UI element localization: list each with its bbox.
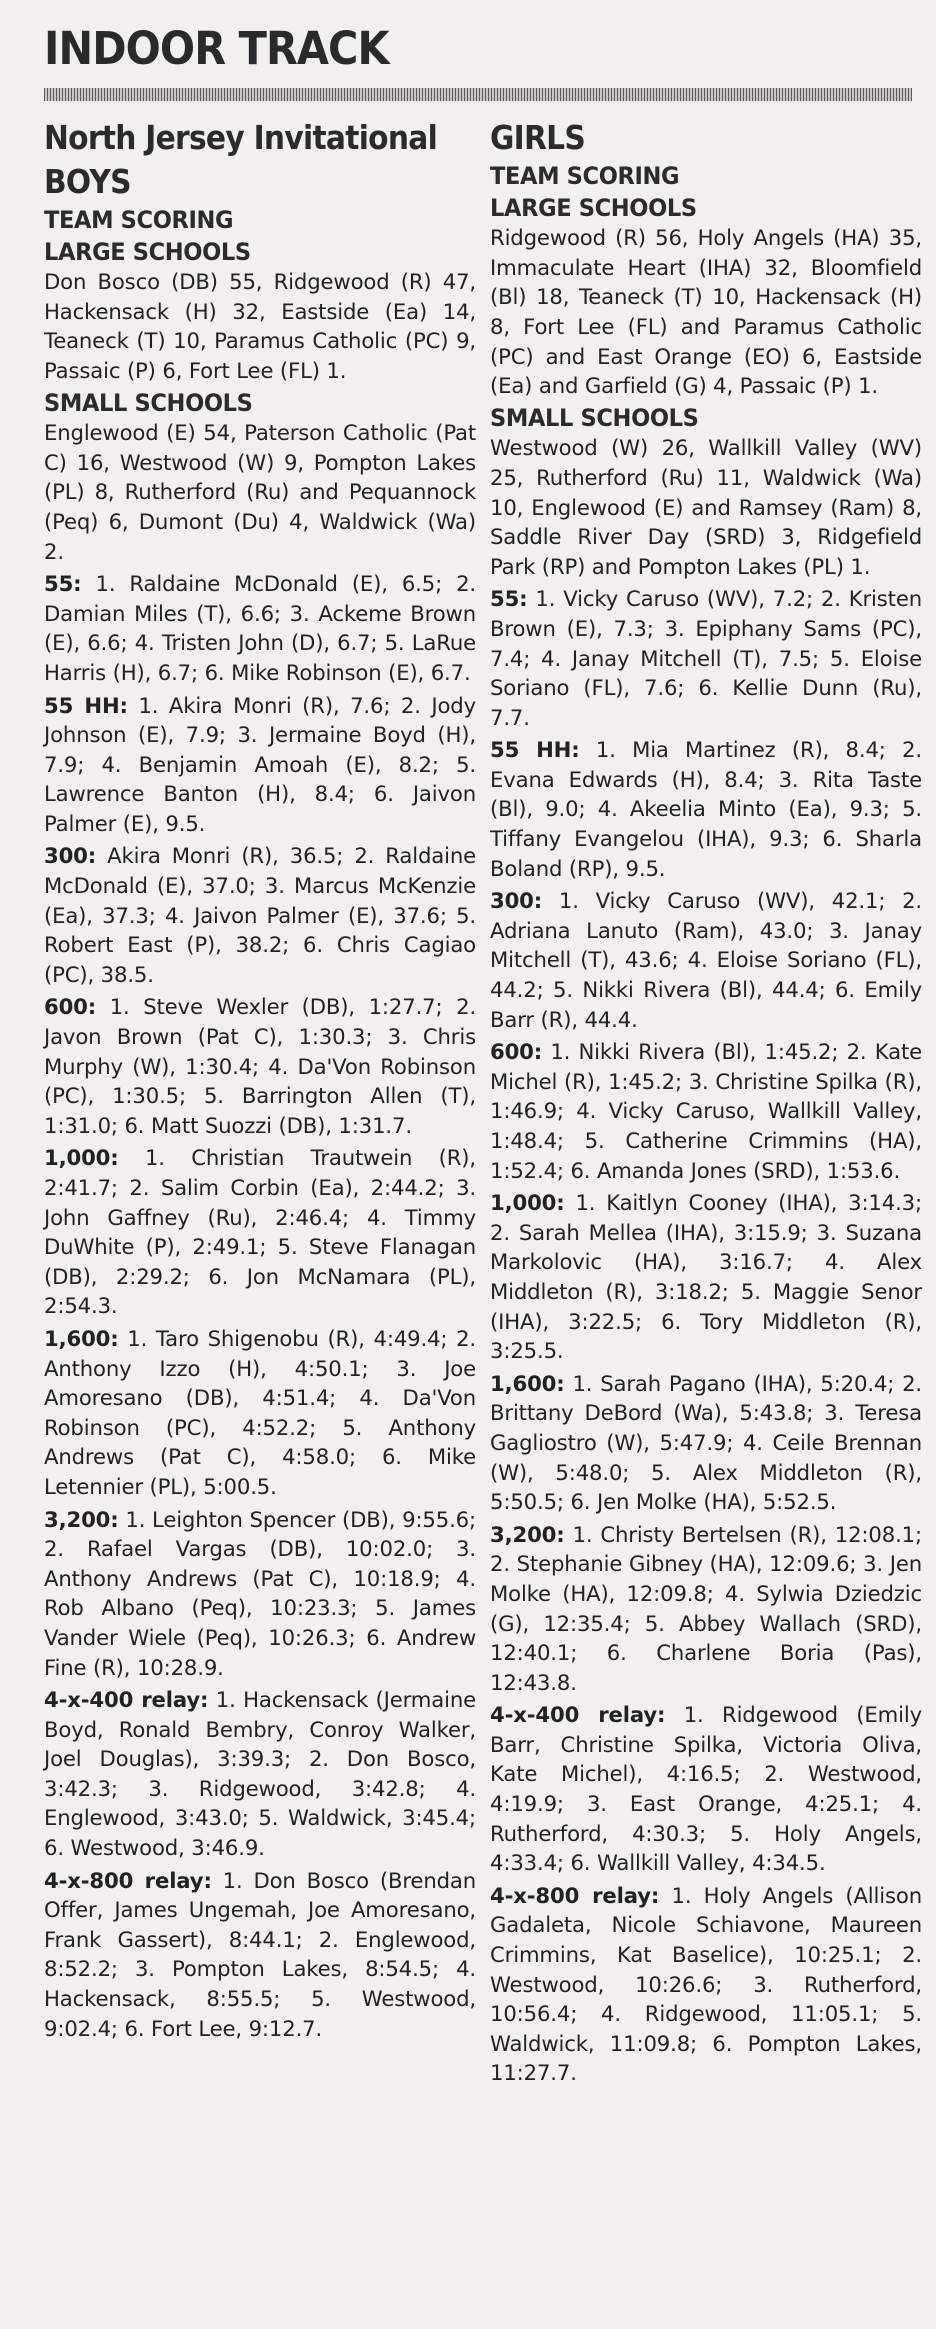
event-result: [490, 1188, 922, 1366]
girls-large-schools-heading: LARGE SCHOOLS: [490, 193, 697, 222]
event-result: [44, 1324, 476, 1502]
boys-heading: BOYS: [44, 162, 131, 201]
event-name: 3,200:: [490, 1521, 565, 1547]
event-results-text: 1. Mia Martinez (R), 8.4; 2. Evana Edwards (H), 8.4; 3. Rita Taste (Bl), 9.0; 4. Akeelia Minto (Ea), 9.3; 5. Tiffany Evangelou (IHA), 9.3; 6. Sharla Boland (RP), 9.5.: [490, 737, 922, 881]
event-name: 1,600:: [490, 1370, 565, 1396]
event-result: [490, 1700, 922, 1878]
event-results-text: 1. Kaitlyn Cooney (IHA), 3:14.3; 2. Sarah Mellea (IHA), 3:15.9; 3. Suzana Markolovic (HA), 3:16.7; 4. Alex Middleton (R), 3:18.2; 5. Maggie Senor (IHA), 3:22.5; 6. Tory Middleton (R), 3:25.5.: [490, 1190, 922, 1364]
event-result: [44, 1866, 476, 2044]
event-result: [490, 1369, 922, 1517]
girls-heading: GIRLS: [490, 118, 586, 157]
event-results-text: 1. Vicky Caruso (WV), 42.1; 2. Adriana Lanuto (Ram), 43.0; 3. Janay Mitchell (T), 43.6; 4. Eloise Soriano (FL), 44.2; 5. Nikki Rivera (Bl), 44.4; 6. Emily Barr (R), 44.4.: [490, 888, 922, 1032]
girls-large-schools-text: Ridgewood (R) 56, Holy Angels (HA) 35, Immaculate Heart (IHA) 32, Bloomfield (Bl) 18, Teaneck (T) 10, Hackensack (H) 8, Fort Lee (FL) and Paramus Catholic (PC) and East Orange (EO) 6, Eastside (Ea) and Garfield (G) 4, Passaic (P) 1.: [490, 225, 922, 399]
event-results-text: 1. Christian Trautwein (R), 2:41.7; 2. Salim Corbin (Ea), 2:44.2; 3. John Gaffney (Ru), 2:46.4; 4. Timmy DuWhite (P), 2:49.1; 5. Steve Flanagan (DB), 2:29.2; 6. Jon McNamara (PL), 2:54.3.: [44, 1145, 476, 1319]
boys-small-schools-text: Englewood (E) 54, Paterson Catholic (Pat C) 16, Westwood (W) 9, Pompton Lakes (PL) 8, Rutherford (Ru) and Pequannock (Peq) 6, Dumont (Du) 4, Waldwick (Wa) 2.: [44, 420, 476, 564]
event-results-text: 1. Raldaine McDonald (E), 6.5; 2. Damian Miles (T), 6.6; 3. Ackeme Brown (E), 6.6; 4. Tristen John (D), 6.7; 5. LaRue Harris (H), 6.7; 6. Mike Robinson (E), 6.7.: [44, 571, 476, 685]
event-results-text: 1. Vicky Caruso (WV), 7.2; 2. Kristen Brown (E), 7.3; 3. Epiphany Sams (PC), 7.4; 4. Janay Mitchell (T), 7.5; 5. Eloise Soriano (FL), 7.6; 6. Kellie Dunn (Ru), 7.7.: [490, 586, 922, 730]
boys-event-list: [44, 569, 476, 2043]
event-result: [490, 1520, 922, 1698]
event-result: [490, 735, 922, 883]
boys-column: [44, 116, 476, 2046]
event-result: [44, 1143, 476, 1321]
event-name: 55:: [44, 571, 82, 597]
event-result: [490, 1881, 922, 2088]
girls-event-list: [490, 584, 922, 2088]
event-name: 1,000:: [44, 1145, 119, 1171]
event-results-text: 1. Taro Shigenobu (R), 4:49.4; 2. Anthony Izzo (H), 4:50.1; 3. Joe Amoresano (DB), 4:51.4; 4. Da'Von Robinson (PC), 4:52.2; 5. Anthony Andrews (Pat C), 4:58.0; 6. Mike Letennier (PL), 5:00.5.: [44, 1325, 476, 1499]
event-name: 600:: [490, 1039, 543, 1065]
meet-title: North Jersey Invitational: [44, 118, 438, 157]
event-results-text: 1. Nikki Rivera (Bl), 1:45.2; 2. Kate Michel (R), 1:45.2; 3. Christine Spilka (R), 1:46.9; 4. Vicky Caruso, Wallkill Valley, 1:48.4; 5. Catherine Crimmins (HA), 1:52.4; 6. Amanda Jones (SRD), 1:53.6.: [490, 1039, 922, 1183]
boys-team-scoring-heading: TEAM SCORING: [44, 206, 234, 234]
boys-small-schools-heading: SMALL SCHOOLS: [44, 388, 253, 417]
event-result: [44, 992, 476, 1140]
event-result: [44, 569, 476, 687]
girls-small-schools-heading: SMALL SCHOOLS: [490, 403, 699, 432]
event-result: [44, 1505, 476, 1683]
section-rule: [44, 88, 912, 101]
event-name: 4-x-400 relay:: [490, 1702, 666, 1728]
event-name: 300:: [44, 843, 97, 869]
event-results-text: 1. Steve Wexler (DB), 1:27.7; 2. Javon Brown (Pat C), 1:30.3; 3. Chris Murphy (W), 1:30.4; 4. Da'Von Robinson (PC), 1:30.5; 5. Barrington Allen (T), 1:31.0; 6. Matt Suozzi (DB), 1:31.7.: [44, 994, 476, 1138]
event-name: 4-x-800 relay:: [490, 1882, 660, 1908]
event-results-text: 1. Hackensack (Jermaine Boyd, Ronald Bembry, Conroy Walker, Joel Douglas), 3:39.3; 2. Don Bosco, 3:42.3; 3. Ridgewood, 3:42.8; 4. Englewood, 3:43.0; 5. Waldwick, 3:45.4; 6. Westwood, 3:46.9.: [44, 1687, 476, 1861]
event-result: [490, 1037, 922, 1185]
event-name: 55 HH:: [44, 692, 128, 718]
boys-large-schools-text: Don Bosco (DB) 55, Ridgewood (R) 47, Hackensack (H) 32, Eastside (Ea) 14, Teaneck (T) 10, Paramus Catholic (PC) 9, Passaic (P) 6, Fort Lee (FL) 1.: [44, 269, 476, 383]
event-name: 55 HH:: [490, 737, 580, 763]
event-results-text: 1. Akira Monri (R), 7.6; 2. Jody Johnson (E), 7.9; 3. Jermaine Boyd (H), 7.9; 4. Benjamin Amoah (E), 8.2; 5. Lawrence Banton (H), 8.4; 6. Jaivon Palmer (E), 9.5.: [44, 692, 476, 836]
event-results-text: 1. Sarah Pagano (IHA), 5:20.4; 2. Brittany DeBord (Wa), 5:43.8; 3. Teresa Gagliostro (W), 5:47.9; 4. Ceile Brennan (W), 5:48.0; 5. Alex Middleton (R), 5:50.5; 6. Jen Molke (HA), 5:52.5.: [490, 1370, 922, 1515]
event-name: 600:: [44, 994, 97, 1020]
event-result: [44, 691, 476, 839]
event-results-text: 1. Holy Angels (Allison Gadaleta, Nicole Schiavone, Maureen Crimmins, Kat Baselice), 10:25.1; 2. Westwood, 10:26.6; 3. Rutherford, 10:56.4; 4. Ridgewood, 11:05.1; 5. Waldwick, 11:09.8; 6. Pompton Lakes, 11:27.7.: [490, 1882, 922, 2086]
section-title: INDOOR TRACK: [44, 22, 389, 75]
event-result: [490, 886, 922, 1034]
event-results-text: 1. Christy Bertelsen (R), 12:08.1; 2. Stephanie Gibney (HA), 12:09.6; 3. Jen Molke (HA), 12:09.8; 4. Sylwia Dziedzic (G), 12:35.4; 5. Abbey Wallach (SRD), 12:40.1; 6. Charlene Boria (Pas), 12:43.8.: [490, 1521, 922, 1695]
event-results-text: 1. Don Bosco (Brendan Offer, James Ungemah, Joe Amoresano, Frank Gassert), 8:44.1; 2. Englewood, 8:52.2; 3. Pompton Lakes, 8:54.5; 4. Hackensack, 8:55.5; 5. Westwood, 9:02.4; 6. Fort Lee, 9:12.7.: [44, 1867, 477, 2041]
event-name: 55:: [490, 586, 528, 612]
event-name: 4-x-400 relay:: [44, 1687, 209, 1713]
event-results-text: 1. Ridgewood (Emily Barr, Christine Spilka, Victoria Oliva, Kate Michel), 4:16.5; 2. Westwood, 4:19.9; 3. East Orange, 4:25.1; 4. Rutherford, 4:30.3; 5. Holy Angels, 4:33.4; 6. Wallkill Valley, 4:34.5.: [490, 1702, 922, 1876]
event-result: [44, 1685, 476, 1863]
event-name: 4-x-800 relay:: [44, 1867, 212, 1893]
girls-column: [490, 116, 922, 2091]
event-name: 1,000:: [490, 1190, 565, 1216]
event-name: 1,600:: [44, 1325, 119, 1351]
event-result: [490, 584, 922, 732]
event-result: [44, 841, 476, 989]
event-results-text: Akira Monri (R), 36.5; 2. Raldaine McDonald (E), 37.0; 3. Marcus McKenzie (Ea), 37.3; 4. Jaivon Palmer (E), 37.6; 5. Robert East (P), 38.2; 6. Chris Cagiao (PC), 38.5.: [44, 843, 476, 987]
event-name: 3,200:: [44, 1506, 119, 1532]
event-results-text: 1. Leighton Spencer (DB), 9:55.6; 2. Rafael Vargas (DB), 10:02.0; 3. Anthony Andrews (Pat C), 10:18.9; 4. Rob Albano (Peq), 10:23.3; 5. James Vander Wiele (Peq), 10:26.3; 6. Andrew Fine (R), 10:28.9.: [44, 1506, 476, 1680]
event-name: 300:: [490, 888, 543, 914]
boys-large-schools-heading: LARGE SCHOOLS: [44, 237, 251, 266]
girls-small-schools-text: Westwood (W) 26, Wallkill Valley (WV) 25, Rutherford (Ru) 11, Waldwick (Wa) 10, Englewood (E) and Ramsey (Ram) 8, Saddle River Day (SRD) 3, Ridgefield Park (RP) and Pompton Lakes (PL) 1.: [490, 435, 922, 579]
girls-team-scoring-heading: TEAM SCORING: [490, 162, 680, 190]
